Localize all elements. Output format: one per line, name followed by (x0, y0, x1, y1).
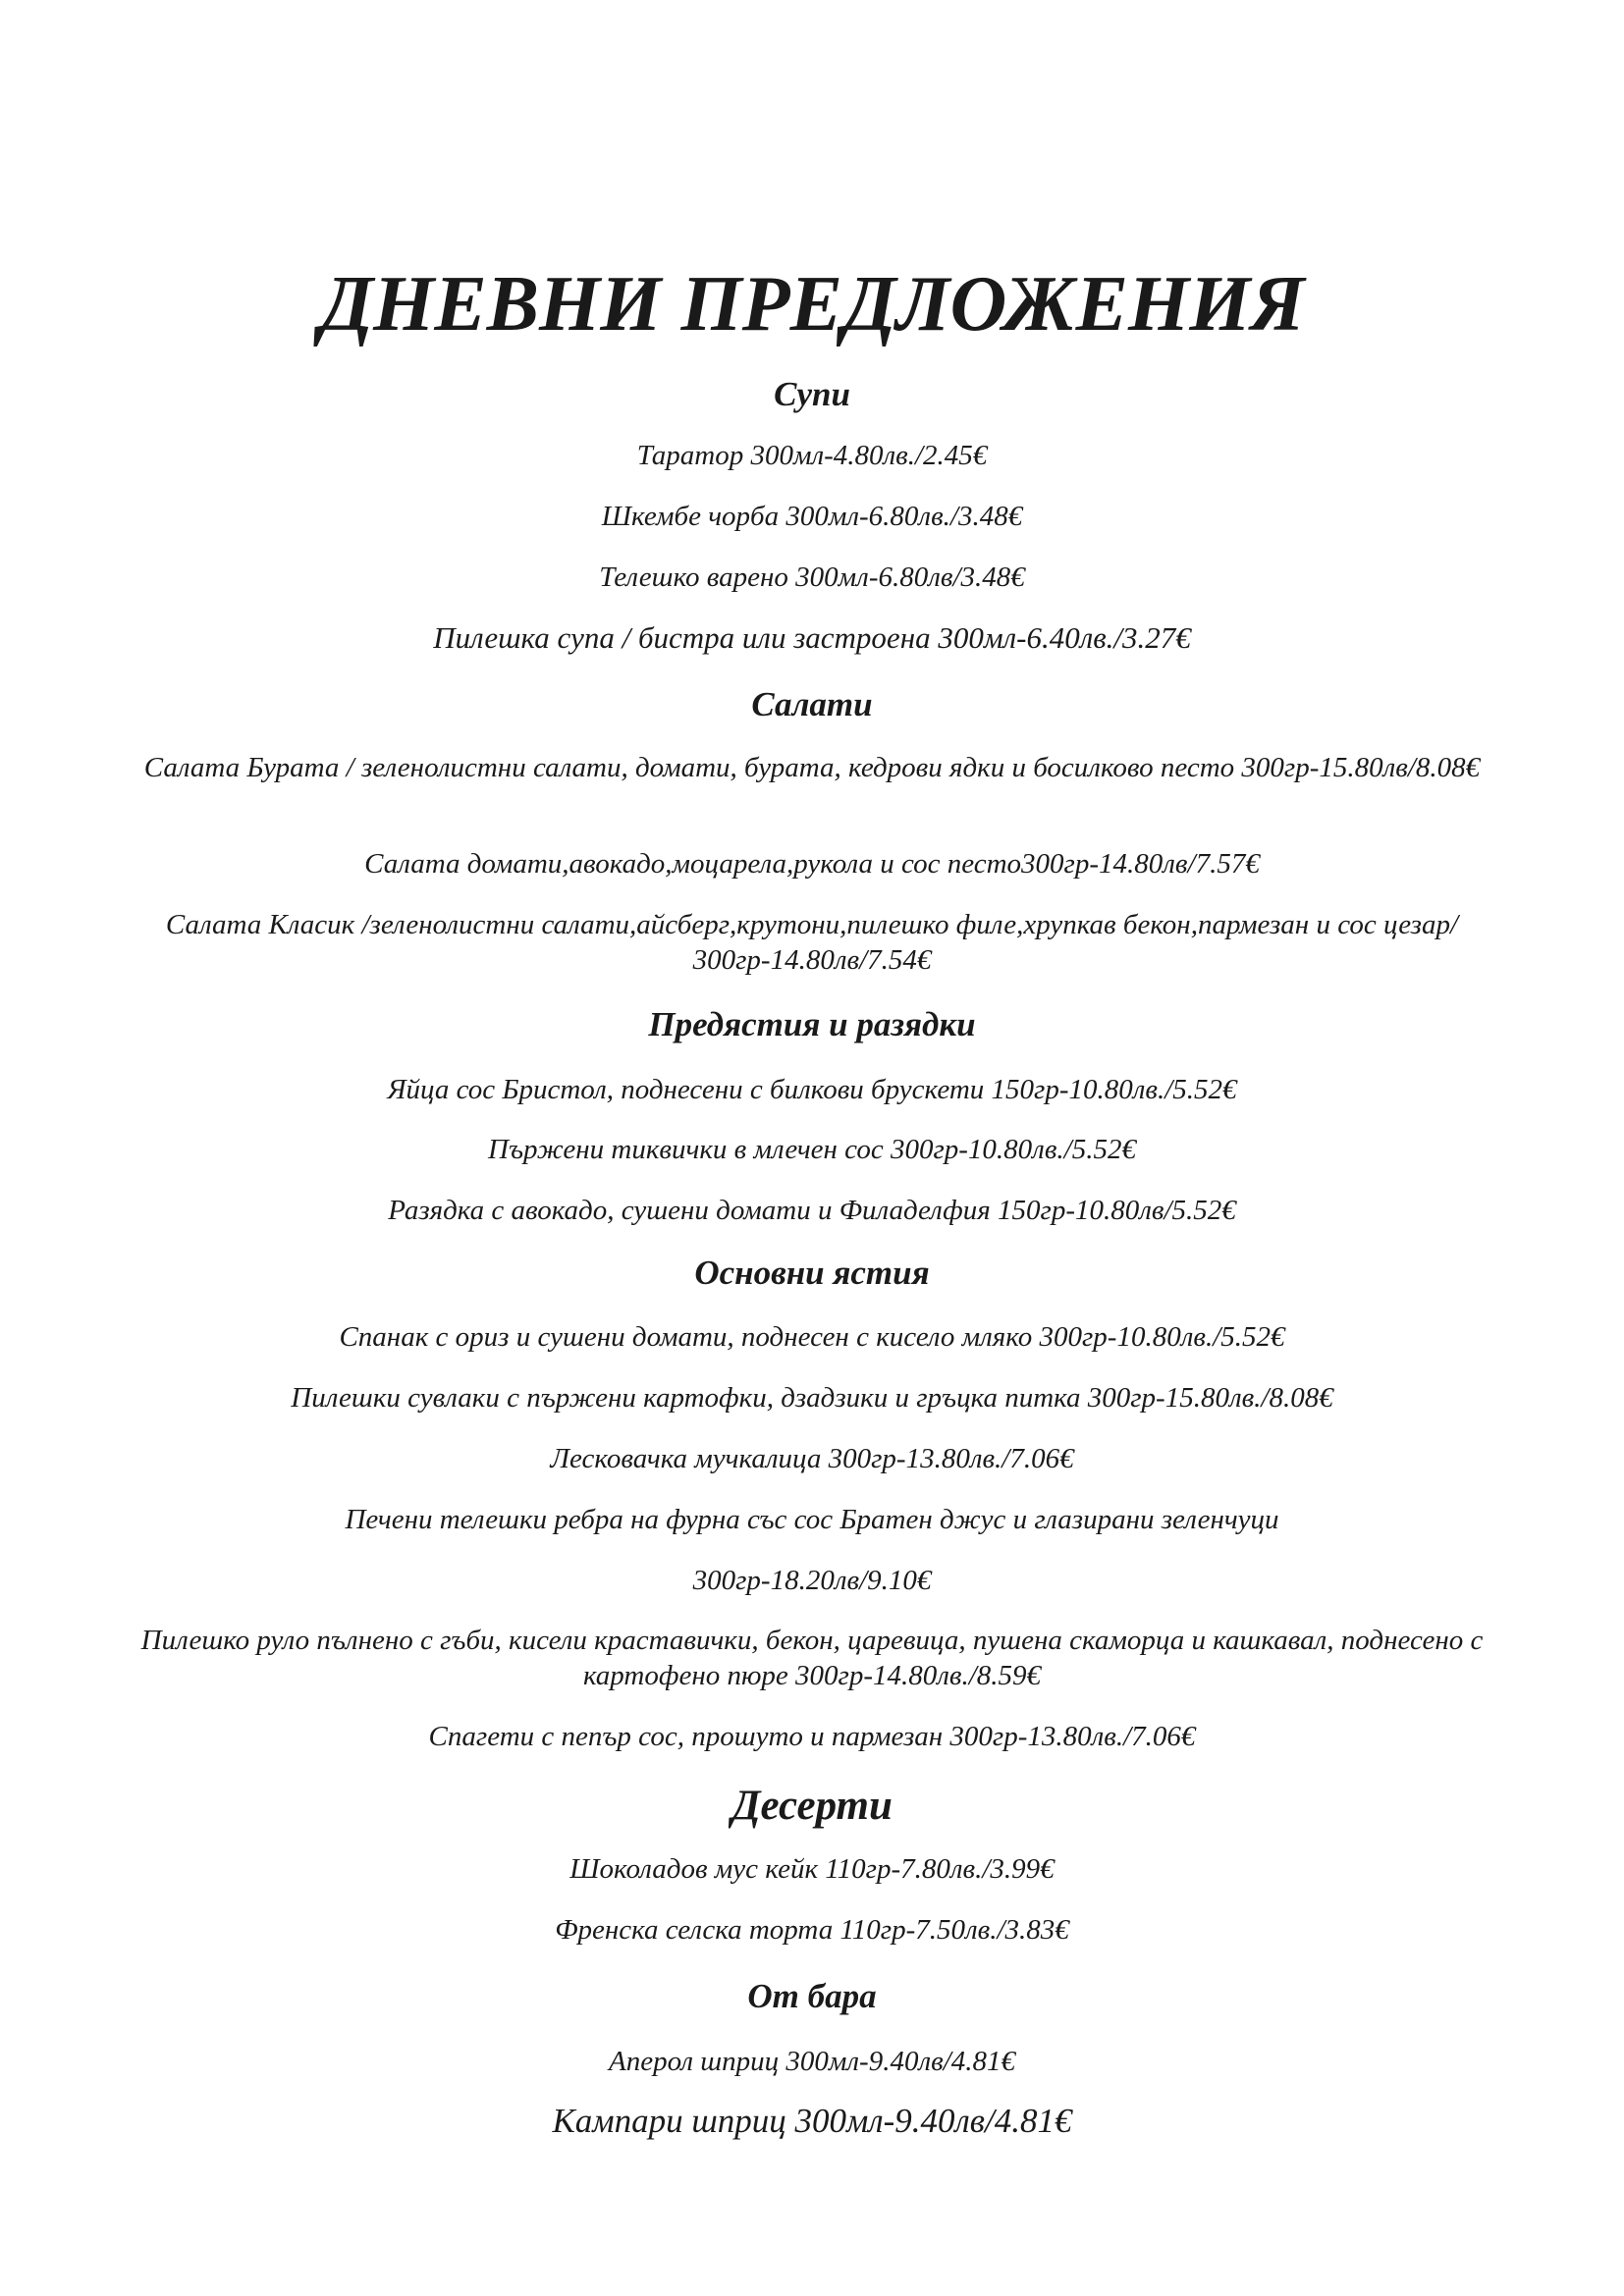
section-heading-salads: Салати (751, 685, 873, 723)
section-heading-starters: Предястия и разядки (648, 1005, 976, 1043)
menu-item: Телешко варено 300мл-6.80лв/3.48€ (599, 561, 1025, 593)
menu-item: Таратор 300мл-4.80лв./2.45€ (636, 440, 988, 471)
menu-item: 300гр-18.20лв/9.10€ (692, 1565, 932, 1596)
menu-item: Лесковачка мучкалица 300гр-13.80лв./7.06€ (550, 1443, 1074, 1474)
menu-item: Салата Класик /зеленолистни салати,айсберг,крутони,пилешко филе,хрупкав бекон,пармезан и сос цезар/ 300гр-14.80лв/7.54€ (165, 909, 1459, 976)
menu-item: Яйца сос Бристол, поднесени с билкови брускети 150гр-10.80лв./5.52€ (387, 1074, 1237, 1105)
section-heading-desserts: Десерти (731, 1783, 893, 1829)
menu-item: Спагети с пепър сос, прошуто и пармезан 300гр-13.80лв./7.06€ (428, 1721, 1196, 1752)
menu-item: Пилешко руло пълнено с гъби, кисели краставички, бекон, царевица, пушена скаморца и кашкавал, поднесено с картофено пюре 300гр-14.80лв./8.59€ (140, 1625, 1484, 1691)
menu-item: Пилешка супа / бистра или застроена 300мл-6.40лв./3.27€ (433, 620, 1191, 655)
page-title: ДНЕВНИ ПРЕДЛОЖЕНИЯ (319, 261, 1305, 347)
section-heading-soups: Супи (774, 375, 850, 413)
menu-item: Салата Бурата / зеленолистни салати, домати, бурата, кедрови ядки и босилково песто 300гр-15.80лв/8.08€ (143, 752, 1481, 783)
menu-item: Аперол шприц 300мл-9.40лв/4.81€ (608, 2046, 1015, 2077)
menu-item: Шоколадов мус кейк 110гр-7.80лв./3.99€ (569, 1853, 1055, 1885)
menu-item: Печени телешки ребра на фурна със сос Братен джус и глазирани зеленчуци (345, 1504, 1279, 1535)
menu-item: Кампари шприц 300мл-9.40лв/4.81€ (552, 2102, 1072, 2140)
menu-item: Пържени тиквички в млечен сос 300гр-10.80лв./5.52€ (488, 1134, 1136, 1165)
menu-item: Френска селска торта 110гр-7.50лв./3.83€ (555, 1914, 1069, 1946)
menu-item: Разядка с авокадо, сушени домати и Филаделфия 150гр-10.80лв/5.52€ (388, 1195, 1236, 1226)
section-heading-bar: От бара (747, 1977, 877, 2015)
menu-item: Пилешки сувлаки с пържени картофки, дзадзики и гръцка питка 300гр-15.80лв./8.08€ (291, 1382, 1333, 1414)
menu-item: Спанак с ориз и сушени домати, поднесен с кисело мляко 300гр-10.80лв./5.52€ (339, 1321, 1285, 1353)
section-heading-mains: Основни ястия (694, 1254, 930, 1292)
menu-item: Салата домати,авокадо,моцарела,рукола и сос песто300гр-14.80лв/7.57€ (364, 848, 1260, 880)
menu-item: Шкембе чорба 300мл-6.80лв./3.48€ (601, 501, 1023, 532)
